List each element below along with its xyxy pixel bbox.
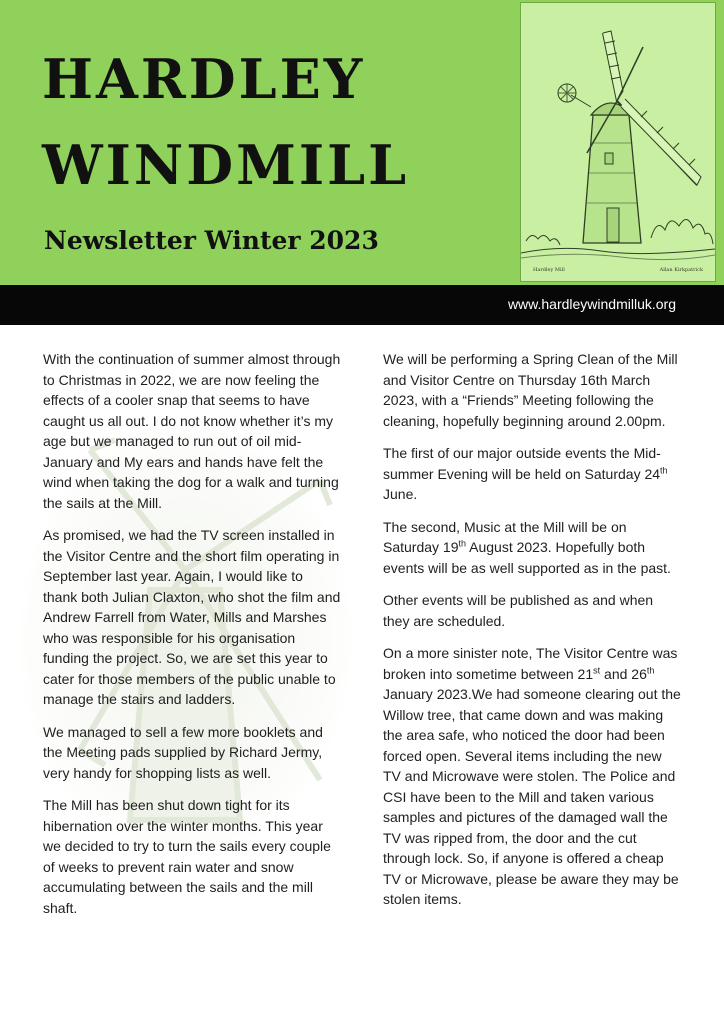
paragraph-midsummer: The first of our major outside events the Mid-summer Evening will be held on Saturday 24th June.	[383, 445, 668, 502]
paragraph-tv-screen: As promised, we had the TV screen installed in the Visitor Centre and the short film operating in September last year. Again, I would like to thank both Julian Claxton, who shot the film and Andrew Farrell from Water, Mills and Marshes who was responsible for his organisation funding the project. So, we are set this year to cater for those members of the public unable to manage the stairs and ladders.	[43, 527, 341, 707]
paragraph-spring-clean: We will be performing a Spring Clean of the Mill and Visitor Centre on Thursday 16th March 2023, with a “Friends” Meeting following the cleaning, hopefully beginning around 2.00pm.	[383, 351, 678, 429]
header-band	[0, 0, 724, 285]
windmill-illustration	[521, 3, 715, 281]
paragraph-music: The second, Music at the Mill will be on Saturday 19th August 2023. Hopefully both events will be as well supported as in the past.	[383, 518, 671, 576]
paragraph-hibernation: The Mill has been shut down tight for its hibernation over the winter months. This year we decided to try to turn the sails every couple of weeks to prevent rain water and snow accumulating between the sails and the mill shaft.	[43, 797, 331, 916]
paragraph-intro: With the continuation of summer almost through to Christmas in 2022, we are now feeling the effects of a cooler snap that seems to have caught us all out. I do not know whether it’s my age but we managed to run out of oil mid-January and My ears and hands have felt the wind when taking the dog for a walk and turning the sails at the Mill.	[43, 351, 341, 511]
paragraph-other-events: Other events will be published as and when they are scheduled.	[383, 592, 654, 629]
windmill-sketch-image	[520, 2, 716, 282]
title-line-2: WINDMILL	[42, 133, 410, 197]
website-banner	[0, 285, 724, 325]
newsletter-subtitle: Newsletter Winter 2023	[44, 226, 379, 255]
title-line-1: HARDLEY	[42, 47, 366, 111]
right-column	[383, 349, 683, 922]
website-link[interactable]: www.hardleywindmilluk.org	[507, 296, 676, 312]
left-column	[43, 349, 341, 930]
sketch-caption-artist: Allan Kirkpatrick	[659, 267, 703, 273]
paragraph-booklets: We managed to sell a few more booklets and the Meeting pads supplied by Richard Jermy, very handy for shopping lists as well.	[43, 723, 323, 781]
paragraph-break-in: On a more sinister note, The Visitor Centre was broken into sometime between 21st and 26th January 2023.We had someone clearing out the Willow tree, that came down and was making the area safe, who noticed the door had been forced open. Several items including the new TV and Microwave were stolen. The Police and CSI have been to the Mill and taken various samples and pictures of the damaged wall the TV was ripped from, the door and the cut through lock. So, if anyone is offered a cheap TV or Microwave, please be aware they may be stolen items.	[383, 645, 681, 907]
sketch-caption-title: Hardley Mill	[533, 267, 565, 273]
